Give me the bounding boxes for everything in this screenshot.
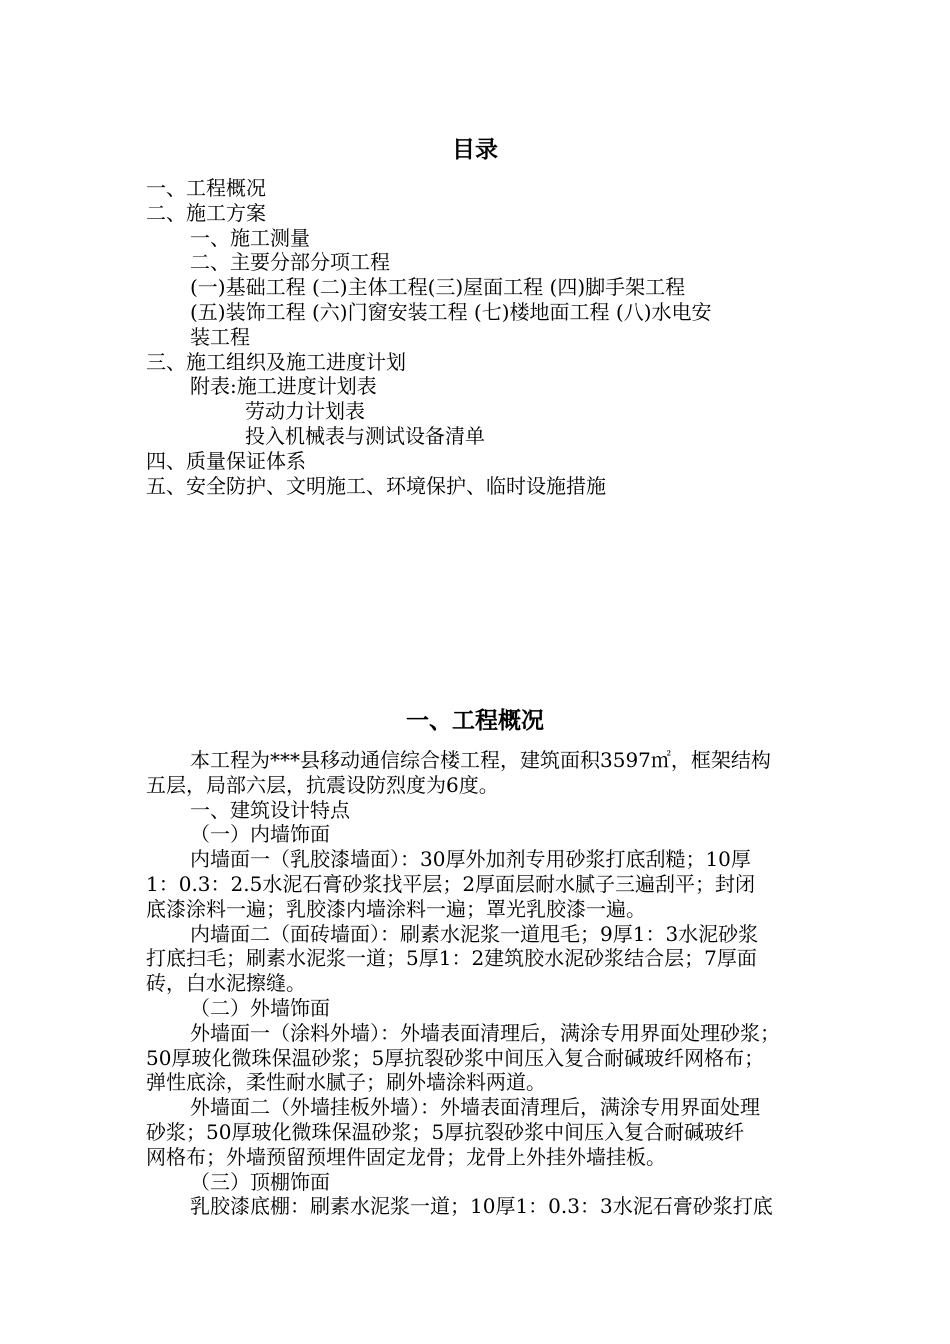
paragraph-line: （三）顶棚饰面	[190, 1170, 330, 1194]
toc-line: 附表:施工进度计划表	[190, 374, 377, 398]
paragraph-line: 本工程为***县移动通信综合楼工程，建筑面积3597㎡，框架结构	[190, 748, 771, 772]
paragraph-line: （二）外墙饰面	[190, 996, 330, 1020]
toc-line: 劳动力计划表	[245, 399, 365, 423]
paragraph-line: 外墙面二（外墙挂板外墙）：外墙表面清理后，满涂专用界面处理	[190, 1095, 760, 1119]
section-title: 一、工程概况	[406, 708, 544, 734]
paragraph-line: 打底扫毛；刷素水泥浆一道；5厚1：2建筑胶水泥砂浆结合层；7厚面	[146, 946, 757, 970]
paragraph-line: 网格布；外墙预留预埋件固定龙骨；龙骨上外挂外墙挂板。	[146, 1145, 666, 1169]
toc-line: 装工程	[190, 325, 250, 349]
toc-line: 四、质量保证体系	[146, 449, 306, 473]
toc-line: (五)装饰工程 (六)门窗安装工程 (七)楼地面工程 (八)水电安	[190, 300, 712, 324]
toc-title: 目录	[452, 137, 498, 163]
toc-line: 投入机械表与测试设备清单	[245, 424, 485, 448]
paragraph-line: 1：0.3：2.5水泥石膏砂浆找平层；2厚面层耐水腻子三遍刮平；封闭	[146, 872, 756, 896]
paragraph-line: （一）内墙饰面	[190, 822, 330, 846]
paragraph-line: 底漆涂料一遍；乳胶漆内墙涂料一遍；罩光乳胶漆一遍。	[146, 897, 646, 921]
toc-line: 三、施工组织及施工进度计划	[146, 350, 406, 374]
paragraph-line: 砂浆；50厚玻化微珠保温砂浆；5厚抗裂砂浆中间压入复合耐碱玻纤	[146, 1120, 745, 1144]
paragraph-line: 乳胶漆底棚：刷素水泥浆一道；10厚1：0.3：3水泥石膏砂浆打底	[190, 1194, 773, 1218]
paragraph-line: 50厚玻化微珠保温砂浆；5厚抗裂砂浆中间压入复合耐碱玻纤网格布；	[146, 1046, 765, 1070]
toc-line: 二、主要分部分项工程	[190, 250, 390, 274]
paragraph-line: 外墙面一（涂料外墙）：外墙表面清理后，满涂专用界面处理砂浆；	[190, 1021, 780, 1045]
paragraph-line: 砖，白水泥擦缝。	[146, 971, 306, 995]
toc-line: 一、工程概况	[146, 176, 266, 200]
toc-line: 一、施工测量	[190, 226, 310, 250]
paragraph-line: 内墙面一（乳胶漆墙面）：30厚外加剂专用砂浆打底刮糙；10厚	[190, 847, 751, 871]
toc-line: 五、安全防护、文明施工、环境保护、临时设施措施	[146, 474, 606, 498]
toc-line: (一)基础工程 (二)主体工程(三)屋面工程 (四)脚手架工程	[190, 275, 686, 299]
paragraph-line: 一、建筑设计特点	[190, 798, 350, 822]
paragraph-line: 弹性底涂，柔性耐水腻子；刷外墙涂料两道。	[146, 1070, 546, 1094]
paragraph-line: 内墙面二（面砖墙面）：刷素水泥浆一道甩毛；9厚1：3水泥砂浆	[190, 922, 759, 946]
paragraph-line: 五层，局部六层，抗震设防烈度为6度。	[146, 773, 499, 797]
toc-line: 二、施工方案	[146, 201, 266, 225]
